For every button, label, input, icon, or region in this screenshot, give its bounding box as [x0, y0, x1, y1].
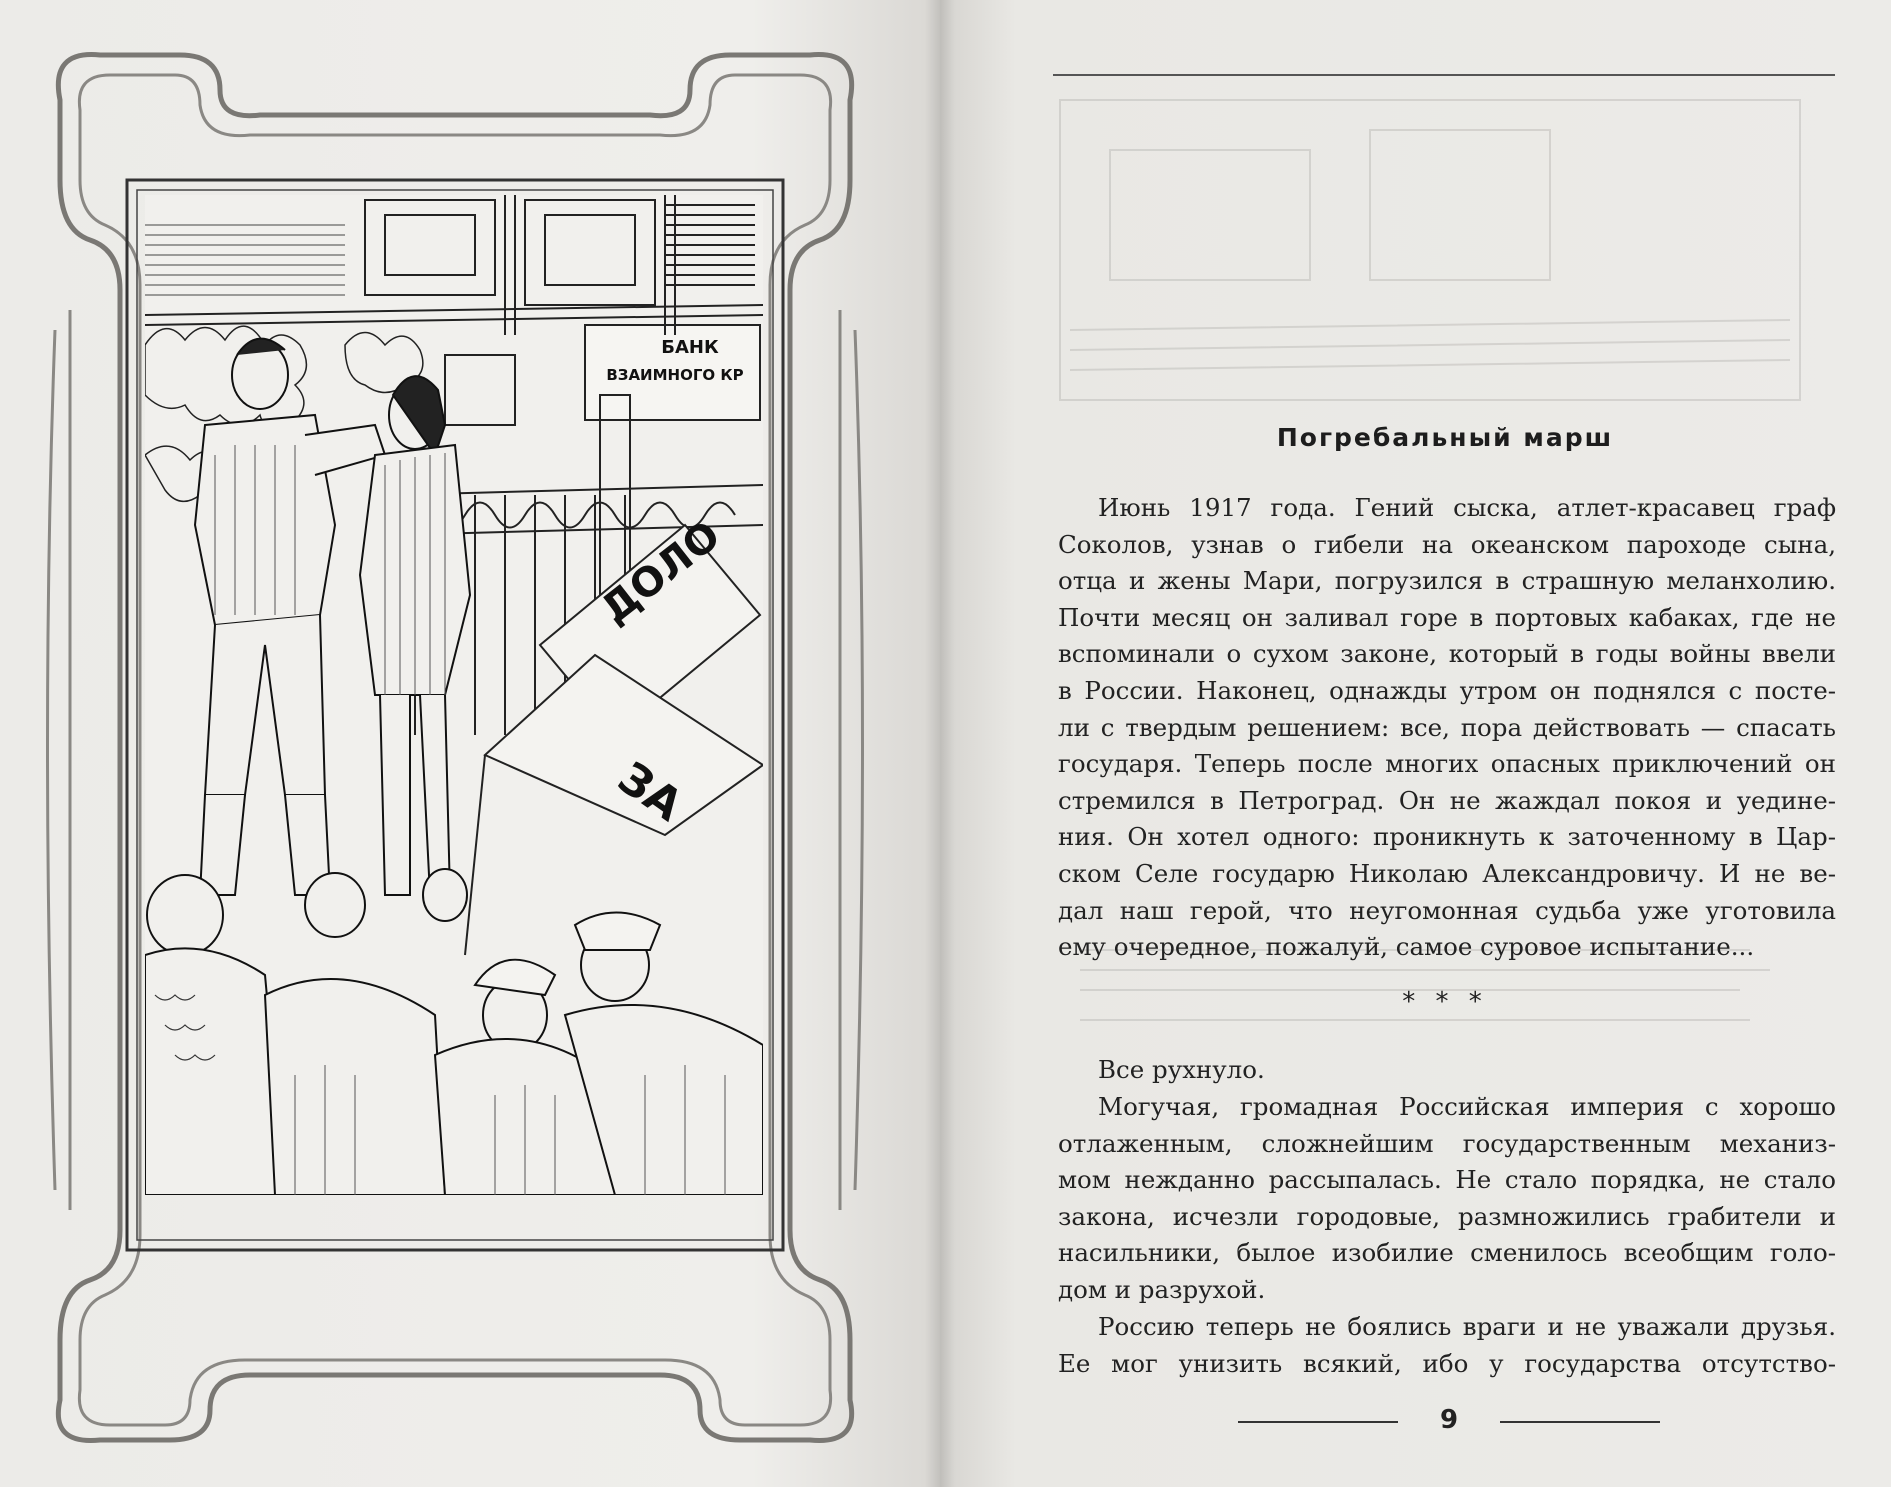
text-line: Соколов, узнав о гибели на океанском пароходе сына,: [1058, 529, 1836, 559]
text-line: дал наш герой, что неугомонная судьба уже уготовила: [1058, 895, 1836, 925]
text-line: Могучая, громадная Российская империя с хорошо: [1098, 1092, 1836, 1121]
footer-rule-left: [1238, 1421, 1398, 1423]
text-line: Июнь 1917 года. Гений сыска, атлет-красавец граф: [1098, 493, 1836, 522]
text-line: ском Селе государю Николаю Александровичу. И не ве-: [1058, 858, 1836, 888]
illustration-drawing: [145, 195, 763, 1195]
text-line: закона, исчезли городовые, размножились грабители и: [1058, 1201, 1836, 1231]
paragraph-empire: [1058, 1089, 1836, 1309]
text-line: мом нежданно рассыпалась. Не стало порядка, не стало: [1058, 1165, 1836, 1195]
running-head-rule: [1053, 74, 1835, 76]
text-line: Россию теперь не боялись враги и не уважали друзья.: [1098, 1312, 1836, 1341]
text-line: в России. Наконец, однажды утром он поднялся с посте-: [1058, 675, 1836, 705]
text-line: насильники, былое изобилие сменилось всеобщим голо-: [1058, 1238, 1836, 1268]
bank-sign-line2: ВЗАИМНОГО КР: [606, 366, 744, 384]
bank-sign-line1: БАНК: [661, 337, 719, 358]
text-line: ему очередное, пожалуй, самое суровое испытание...: [1058, 932, 1755, 962]
banner-text-2: ЗА: [608, 752, 692, 832]
text-line: государя. Теперь после многих опасных приключений он: [1058, 749, 1836, 779]
left-page: [0, 0, 940, 1487]
paragraph-collapse: [1058, 1052, 1836, 1089]
text-line: отлаженным, сложнейшим государственным механиз-: [1058, 1128, 1836, 1158]
text-line: Почти месяц он заливал горе в портовых кабаках, где не: [1058, 602, 1836, 632]
text-line: стремился в Петроград. Он не жаждал покоя и уедине-: [1058, 785, 1836, 815]
section-separator: * * *: [1402, 987, 1488, 1017]
illustration-crowd-scene: [145, 195, 763, 1195]
text-line: ния. Он хотел одного: проникнуть к заточенному в Цар-: [1058, 822, 1836, 852]
page-number: 9: [1439, 1405, 1459, 1435]
text-line: дом и разрухой.: [1058, 1274, 1266, 1304]
text-line: вспоминали о сухом законе, который в годы войны ввели: [1058, 639, 1836, 669]
text-line: Ее мог унизить всякий, ибо у государства отсутство-: [1058, 1348, 1836, 1378]
text-line: отца и жены Мари, погрузился в страшную меланхолию.: [1058, 566, 1836, 596]
chapter-title: Погребальный марш: [1276, 423, 1614, 452]
paragraph-russia: [1058, 1309, 1836, 1382]
paragraph-intro: [1058, 490, 1836, 966]
book-gutter: [925, 0, 955, 1487]
banner-text-1: ДОЛО: [592, 512, 730, 633]
footer-rule-right: [1500, 1421, 1660, 1423]
text-line: ли с твердым решением: все, пора действовать — спасать: [1058, 712, 1836, 742]
text-line: Все рухнуло.: [1098, 1055, 1265, 1084]
